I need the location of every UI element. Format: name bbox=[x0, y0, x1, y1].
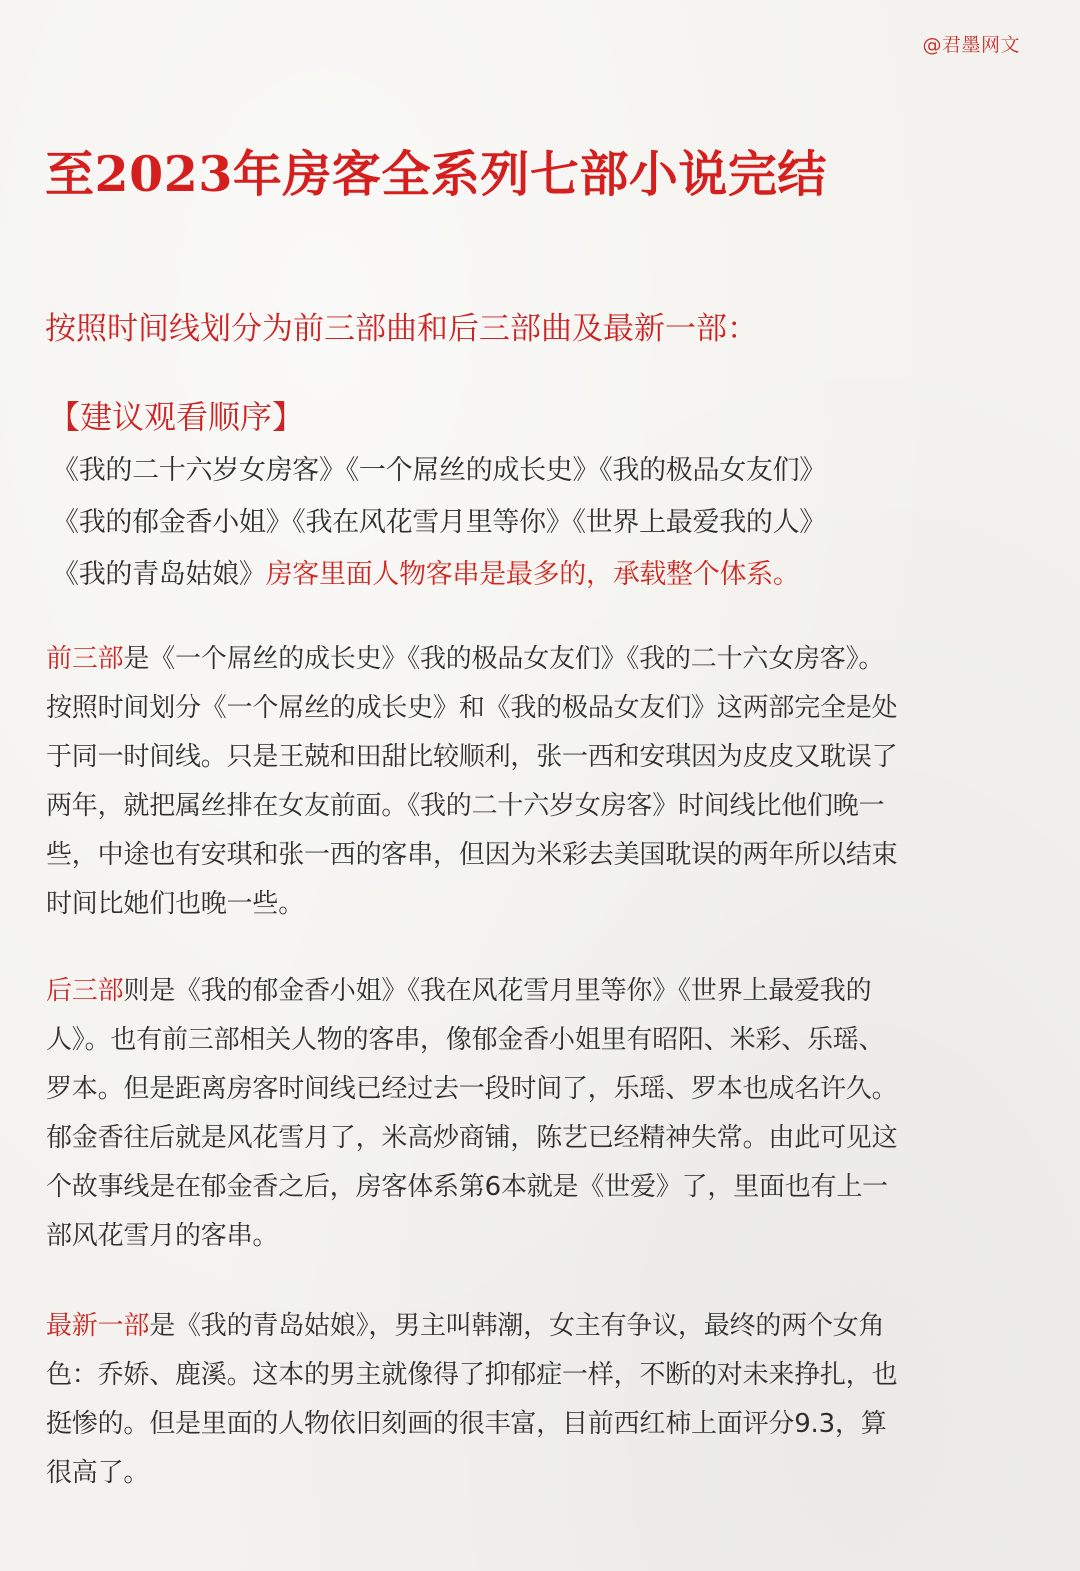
section-newest-text: 是《我的青岛姑娘》，男主叫韩潮，女主有争议，最终的两个女角色：乔娇、鹿溪。这本的男主就像得了抑郁症一样，不断的对未来挣扎，也挺惨的。但是里面的人物依旧刻画的很丰富，目前西红柿上面评分9.3，算很高了。 bbox=[46, 1311, 898, 1488]
reading-order-heading: 【建议观看顺序】 bbox=[48, 398, 305, 436]
page-title: 至2023年房客全系列七部小说完结 bbox=[45, 145, 827, 203]
section-newest bbox=[46, 1302, 906, 1498]
section-newest-lead: 最新一部 bbox=[46, 1311, 150, 1341]
section-last-three-text: 则是《我的郁金香小姐》《我在风花雪月里等你》《世界上最爱我的人》。也有前三部相关人物的客串，像郁金香小姐里有昭阳、米彩、乐瑶、罗本。但是距离房客时间线已经过去一段时间了，乐瑶、罗本也成名许久。郁金香往后就是风花雪月了，米高炒商铺，陈艺已经精神失常。由此可见这个故事线是在郁金香之后，房客体系第6本就是《世爱》了，里面也有上一部风花雪月的客串。 bbox=[46, 976, 898, 1251]
section-last-three-lead: 后三部 bbox=[46, 976, 124, 1006]
section-last-three bbox=[46, 967, 906, 1261]
reading-order-line-3-book: 《我的青岛姑娘》 bbox=[52, 559, 266, 590]
section-first-three-lead: 前三部 bbox=[46, 644, 124, 674]
reading-order-line-2: 《我的郁金香小姐》《我在风花雪月里等你》《世界上最爱我的人》 bbox=[52, 507, 826, 538]
watermark: @君墨网文 bbox=[922, 34, 1020, 56]
subtitle: 按照时间线划分为前三部曲和后三部曲及最新一部： bbox=[45, 311, 758, 347]
section-first-three bbox=[46, 635, 906, 929]
reading-order-line-3 bbox=[52, 552, 800, 591]
reading-order-note: 房客里面人物客串是最多的，承载整个体系。 bbox=[265, 559, 800, 590]
section-first-three-text: 是《一个屌丝的成长史》《我的极品女友们》《我的二十六女房客》。按照时间划分《一个屌丝的成长史》和《我的极品女友们》这两部完全是处于同一时间线。只是王兢和田甜比较顺利，张一西和安琪因为皮皮又耽误了两年，就把属丝排在女友前面。《我的二十六岁女房客》时间线比他们晚一些，中途也有安琪和张一西的客串，但因为米彩去美国耽误的两年所以结束时间比她们也晚一些。 bbox=[46, 644, 898, 919]
reading-order-line-1: 《我的二十六岁女房客》《一个屌丝的成长史》《我的极品女友们》 bbox=[52, 455, 826, 486]
